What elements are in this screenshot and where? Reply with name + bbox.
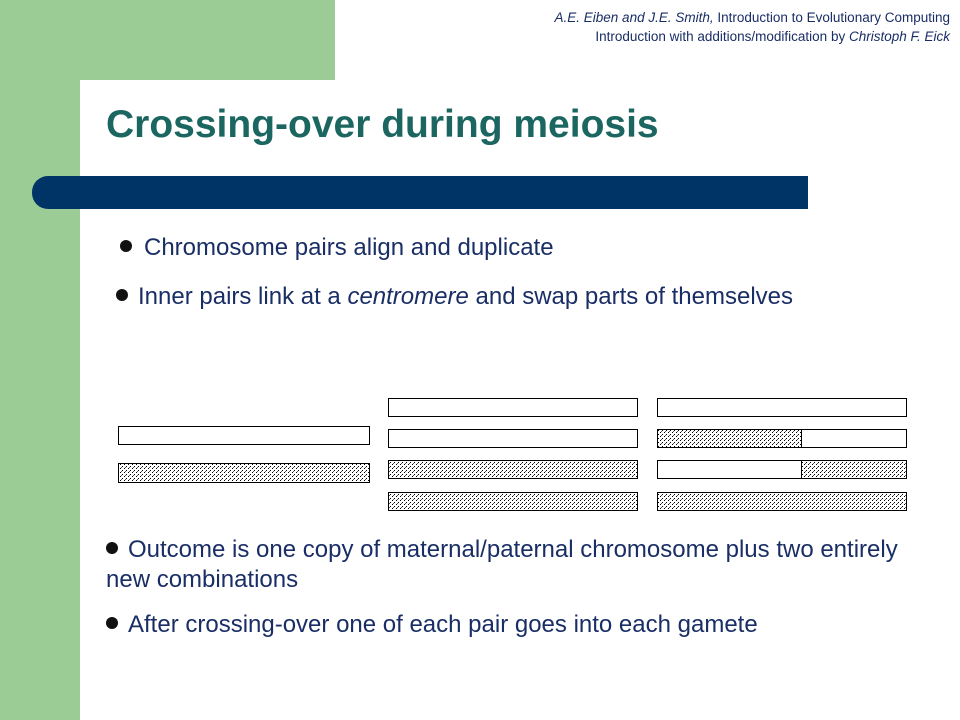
chromatid-hatched-1 [389, 461, 638, 479]
bullet-centromere [116, 280, 876, 313]
recombinant-1-plain-segment [802, 430, 907, 448]
chromosome-paternal-hatched [119, 464, 370, 483]
slide-title: Crossing-over during meiosis [106, 103, 659, 146]
credit-note: Introduction with additions/modification by [595, 29, 849, 44]
bullet-dot-icon [120, 240, 132, 252]
outcome-hatched [658, 493, 907, 511]
title-underline-bar [32, 176, 808, 209]
credit-editor: Christoph F. Eick [848, 29, 950, 44]
credit-line-1 [555, 8, 950, 27]
recombinant-2-hatched-segment [802, 461, 907, 479]
credit-book-title: Introduction to Evolutionary Computing [713, 10, 950, 25]
recombinant-2-plain-segment [658, 461, 802, 479]
bullet-gamete [106, 610, 926, 640]
bullet-dot-icon [106, 542, 118, 554]
bullet-outcome [106, 535, 926, 595]
bullet-text: After crossing-over one of each pair goes into each gamete [128, 611, 758, 638]
top-green-band [0, 0, 335, 80]
chromatid-hatched-2 [389, 493, 638, 511]
bullet-text-emphasis: centromere [347, 283, 469, 310]
bullet-text: Outcome is one copy of maternal/paternal chromosome plus two entirely new combinations [106, 536, 898, 593]
credit-authors: A.E. Eiben and J.E. Smith, [554, 10, 714, 25]
left-green-band [0, 0, 80, 720]
bullet-text: Chromosome pairs align and duplicate [144, 234, 554, 261]
bullet-align-duplicate [120, 234, 554, 262]
chromatid-plain-2 [389, 430, 638, 448]
chromatid-plain-1 [389, 399, 638, 417]
bullet-dot-icon [106, 617, 118, 629]
outcome-plain [658, 399, 907, 417]
chromosome-maternal-plain [119, 427, 370, 445]
credit-header [555, 8, 950, 46]
recombinant-1-hatched-segment [658, 430, 802, 448]
credit-line-2 [555, 27, 950, 46]
bullet-text-post: and swap parts of themselves [468, 283, 793, 310]
bullet-dot-icon [116, 289, 128, 301]
bullet-text-pre: Inner pairs link at a [138, 283, 348, 310]
